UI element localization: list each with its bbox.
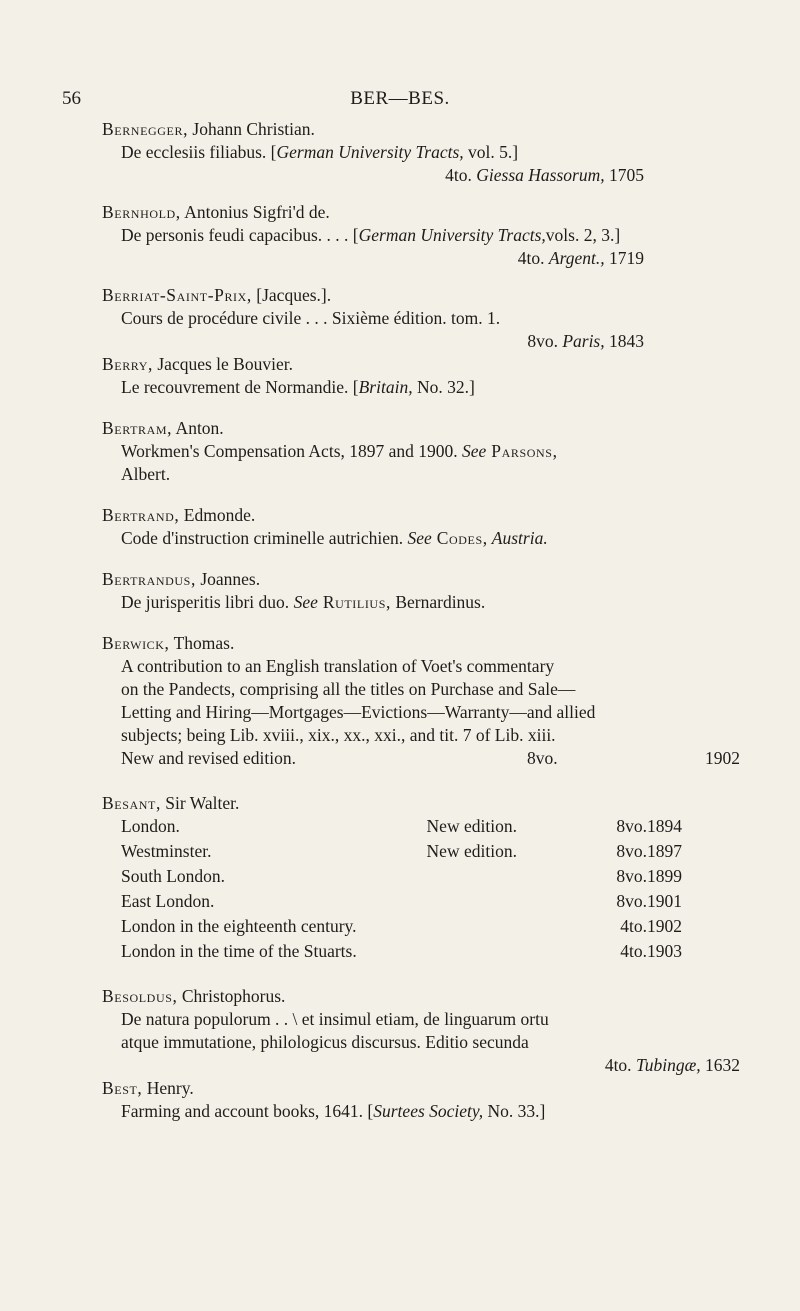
author-name: Besant, bbox=[102, 793, 161, 813]
title-text: Le recouvrement de Normandie. [ bbox=[121, 377, 359, 397]
author-name: Besoldus, bbox=[102, 986, 178, 1006]
series-name: German University Tracts, bbox=[276, 142, 464, 162]
author-forenames: Edmonde. bbox=[179, 505, 256, 525]
place: Tubingæ, bbox=[635, 1055, 701, 1075]
format: 4to. bbox=[445, 165, 477, 185]
format: 4to. bbox=[517, 248, 549, 268]
author-forenames: Jacques le Bouvier. bbox=[153, 354, 293, 374]
year: 1902 bbox=[705, 748, 740, 768]
author-name: Berwick, bbox=[102, 633, 170, 653]
cross-reference: Rutilius, bbox=[317, 592, 391, 612]
work-title: Westminster. bbox=[121, 841, 212, 861]
edition bbox=[427, 890, 567, 915]
author-name: Bertrandus, bbox=[102, 569, 196, 589]
title-text: De jurisperitis libri duo. bbox=[121, 592, 294, 612]
year: 1901 bbox=[647, 891, 682, 911]
entry-berry bbox=[102, 353, 762, 399]
title-text: De personis feudi capacibus. . . . [ bbox=[121, 225, 359, 245]
format: 4to. bbox=[620, 941, 647, 961]
entry-besant bbox=[102, 792, 762, 965]
work-title: East London. bbox=[121, 891, 215, 911]
edition: New edition. bbox=[426, 841, 517, 861]
author-name: Berriat-Saint-Prix, bbox=[102, 285, 252, 305]
format: 8vo. bbox=[616, 866, 647, 886]
series-name: Britain, bbox=[358, 377, 413, 397]
format: 8vo. bbox=[616, 841, 647, 861]
edition bbox=[427, 865, 567, 890]
format: 4to. bbox=[604, 1055, 636, 1075]
author-name: Bertrand, bbox=[102, 505, 180, 525]
format: 8vo. bbox=[616, 816, 647, 836]
title-line: on the Pandects, comprising all the titles on Purchase and Sale— bbox=[121, 679, 576, 699]
title-text: De ecclesiis filiabus. [ bbox=[121, 142, 277, 162]
series-name: German University Tracts, bbox=[358, 225, 546, 245]
author-name: Berry, bbox=[102, 354, 153, 374]
table-row bbox=[121, 840, 762, 865]
year: 1903 bbox=[647, 941, 682, 961]
place: Argent., bbox=[548, 248, 605, 268]
place: Giessa Hassorum, bbox=[476, 165, 605, 185]
cross-reference-subject: Austria. bbox=[487, 528, 548, 548]
works-table bbox=[121, 815, 762, 965]
title-text: Code d'instruction criminelle autrichien. bbox=[121, 528, 408, 548]
year: 1902 bbox=[647, 916, 682, 936]
year: 1632 bbox=[700, 1055, 740, 1075]
edition bbox=[427, 940, 567, 965]
title-text: Workmen's Compensation Acts, 1897 and 1900. bbox=[121, 441, 463, 461]
author-name: Bernegger, bbox=[102, 119, 189, 139]
table-row bbox=[121, 865, 762, 890]
table-row bbox=[121, 915, 762, 940]
author-forenames: [Jacques.]. bbox=[251, 285, 332, 305]
work-title: London in the time of the Stuarts. bbox=[121, 941, 357, 961]
cross-reference-forename: Bernardinus. bbox=[390, 592, 486, 612]
title-line: Letting and Hiring—Mortgages—Evictions—Warranty—and allied bbox=[121, 702, 596, 722]
author-name: Bertram, bbox=[102, 418, 173, 438]
format: 8vo. bbox=[527, 331, 563, 351]
author-name: Best, bbox=[102, 1078, 143, 1098]
year: 1843 bbox=[604, 331, 644, 351]
table-row bbox=[121, 890, 762, 915]
cross-reference: Parsons, bbox=[486, 441, 558, 461]
author-forenames: Christophorus. bbox=[177, 986, 286, 1006]
entry-best bbox=[102, 1077, 762, 1123]
author-name: Bernhold, bbox=[102, 202, 181, 222]
format: 4to. bbox=[620, 916, 647, 936]
title-text: Farming and account books, 1641. [ bbox=[121, 1101, 374, 1121]
author-forenames: Johann Christian. bbox=[188, 119, 315, 139]
place: Paris, bbox=[562, 331, 605, 351]
work-title: South London. bbox=[121, 866, 226, 886]
entry-bernegger bbox=[102, 118, 762, 187]
year: 1899 bbox=[647, 866, 682, 886]
author-forenames: Anton. bbox=[172, 418, 224, 438]
running-title: BER—BES. bbox=[350, 88, 450, 109]
title-text: Cours de procédure civile . . . Sixième édition. tom. 1. bbox=[121, 308, 501, 328]
table-row bbox=[121, 940, 762, 965]
cross-reference: Codes, bbox=[431, 528, 488, 548]
series-volume: No. 32.] bbox=[412, 377, 475, 397]
edition bbox=[427, 915, 567, 940]
work-title: London. bbox=[121, 816, 180, 836]
page-header bbox=[62, 88, 738, 118]
series-volume: No. 33.] bbox=[483, 1101, 546, 1121]
see-reference-label: See bbox=[293, 592, 318, 612]
author-forenames: Thomas. bbox=[169, 633, 235, 653]
entry-berwick bbox=[102, 632, 762, 770]
entry-bertrand bbox=[102, 504, 762, 550]
edition: New edition. bbox=[426, 816, 517, 836]
author-forenames: Joannes. bbox=[195, 569, 261, 589]
title-line: A contribution to an English translation of Voet's commentary bbox=[121, 656, 555, 676]
series-name: Surtees Society, bbox=[373, 1101, 484, 1121]
entry-bernhold bbox=[102, 201, 762, 270]
year: 1894 bbox=[647, 816, 682, 836]
year: 1719 bbox=[604, 248, 644, 268]
author-forenames: Sir Walter. bbox=[160, 793, 240, 813]
format: 8vo. bbox=[616, 891, 647, 911]
author-forenames: Antonius Sigfri'd de. bbox=[180, 202, 330, 222]
year: 1897 bbox=[647, 841, 682, 861]
see-reference-label: See bbox=[407, 528, 432, 548]
entry-bertram bbox=[102, 417, 762, 486]
entry-berriat-saint-prix bbox=[102, 284, 762, 353]
entry-besoldus bbox=[102, 985, 762, 1077]
author-forenames: Henry. bbox=[142, 1078, 194, 1098]
title-line: De natura populorum . . \ et insimul etiam, de linguarum ortu bbox=[121, 1009, 549, 1029]
title-line: subjects; being Lib. xviii., xix., xx., xxi., and tit. 7 of Lib. xiii. bbox=[121, 725, 556, 745]
series-volume: vol. 5.] bbox=[463, 142, 519, 162]
title-line: atque immutatione, philologicus discursus. Editio secunda bbox=[121, 1032, 529, 1052]
cross-reference-forename: Albert. bbox=[121, 464, 171, 484]
format: 8vo. bbox=[527, 748, 558, 768]
see-reference-label: See bbox=[462, 441, 487, 461]
catalogue-entries bbox=[102, 118, 762, 1123]
year: 1705 bbox=[604, 165, 644, 185]
entry-bertrandus bbox=[102, 568, 762, 614]
page-number: 56 bbox=[62, 88, 81, 109]
work-title: London in the eighteenth century. bbox=[121, 916, 357, 936]
edition-note: New and revised edition. bbox=[121, 748, 296, 768]
table-row bbox=[121, 815, 762, 840]
series-volume: vols. 2, 3.] bbox=[545, 225, 621, 245]
